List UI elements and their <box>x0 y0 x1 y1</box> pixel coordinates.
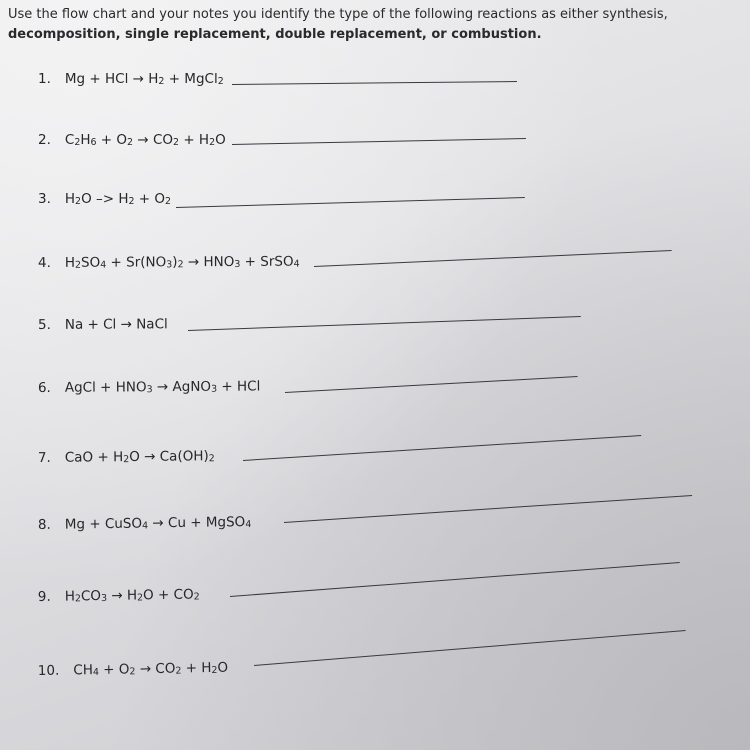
answer-blank-line[interactable] <box>285 376 578 393</box>
question-item <box>38 378 260 396</box>
question-item <box>38 448 215 466</box>
reaction-equation: CaO + $H_2O \to Ca(OH)_2$ <box>64 448 215 466</box>
answer-blank-line[interactable] <box>243 435 641 461</box>
question-item <box>38 71 224 87</box>
instructions-line-1: Use the flow chart and your notes you identify the type of the following reactions as either synthesis, <box>8 7 668 22</box>
question-number: 8. <box>37 516 51 533</box>
question-number: 10. <box>37 662 60 679</box>
question-number: 3. <box>38 191 51 207</box>
question-item <box>38 191 171 207</box>
question-number: 4. <box>37 254 51 271</box>
reaction-equation: Na + Cl → NaCl <box>64 316 168 333</box>
reaction-equation: $H_2O -> H_2 + O_2$ <box>64 191 172 207</box>
question-item <box>38 660 229 679</box>
question-number: 7. <box>37 449 51 466</box>
instructions-line-2: decomposition, single replacement, double replacement, or combustion. <box>8 27 542 42</box>
answer-blank-line[interactable] <box>314 250 672 267</box>
reaction-equation: $CH_4 + O_2 \to CO_2 + H_2O$ <box>73 659 229 679</box>
reaction-equation: $H_2SO_4 + Sr(NO_3)_2 \to HNO_3$ + SrSO$_4$ <box>64 253 300 271</box>
question-item <box>38 254 300 271</box>
question-number: 6. <box>37 379 51 396</box>
reaction-equation: AgCl + $HNO_3$ → AgNO$_3$ + HCl <box>64 378 261 396</box>
answer-blank-line[interactable] <box>232 81 517 85</box>
answer-blank-line[interactable] <box>188 316 581 331</box>
question-item <box>38 514 252 533</box>
question-number: 2. <box>38 132 51 148</box>
reaction-equation: $C_2H_6 + O_2 \to CO_2 + H_2O$ <box>64 132 226 148</box>
question-number: 1. <box>38 71 51 87</box>
question-number: 9. <box>37 588 51 605</box>
answer-blank-line[interactable] <box>232 138 526 145</box>
instructions <box>8 5 748 45</box>
reaction-equation: Mg + HCl → $H_2$ + MgCl$_2$ <box>64 71 224 87</box>
answer-blank-line[interactable] <box>230 562 680 597</box>
answer-blank-line[interactable] <box>284 495 692 523</box>
answer-blank-line[interactable] <box>176 197 525 208</box>
reaction-equation: Mg + CuSO$_4$ → Cu + MgSO$_4$ <box>64 514 252 533</box>
reaction-equation: $H_2CO_3 \to H_2O + CO_2$ <box>64 586 200 605</box>
answer-blank-line[interactable] <box>254 630 686 666</box>
question-item <box>38 132 226 148</box>
question-item <box>38 586 200 605</box>
question-number: 5. <box>37 316 51 333</box>
question-item <box>38 316 168 333</box>
